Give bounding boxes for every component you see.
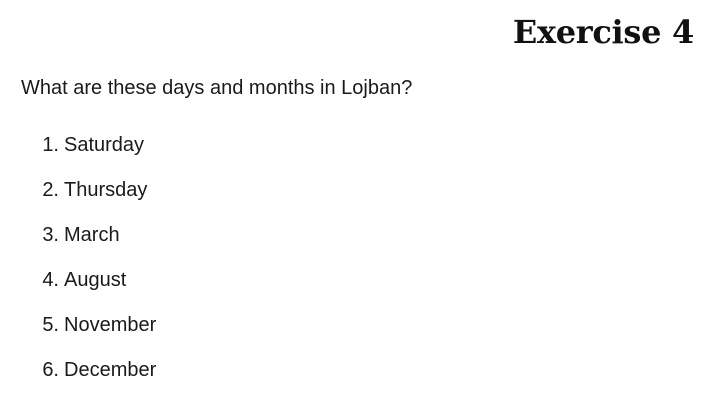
list-item-text: November	[64, 314, 157, 336]
list-item	[0, 218, 156, 263]
exercise-prompt: What are these days and months in Lojban?	[21, 77, 413, 99]
list-item	[0, 128, 156, 173]
list-item-number: 4.	[42, 269, 59, 291]
list-item-number: 3.	[42, 224, 59, 246]
list-item-text: Saturday	[64, 134, 145, 156]
list-item-number: 5.	[42, 314, 59, 336]
list-item	[0, 263, 156, 308]
exercise-item-list	[0, 128, 156, 398]
list-item	[0, 353, 156, 398]
list-item-number: 1.	[42, 134, 59, 156]
list-item-text: Thursday	[64, 179, 148, 201]
list-item-text: March	[64, 224, 120, 246]
list-item-text: December	[64, 359, 157, 381]
list-item	[0, 173, 156, 218]
list-item-text: August	[64, 269, 127, 291]
list-item-number: 6.	[42, 359, 59, 381]
list-item-number: 2.	[42, 179, 59, 201]
list-item	[0, 308, 156, 353]
exercise-title: Exercise 4	[512, 13, 694, 51]
